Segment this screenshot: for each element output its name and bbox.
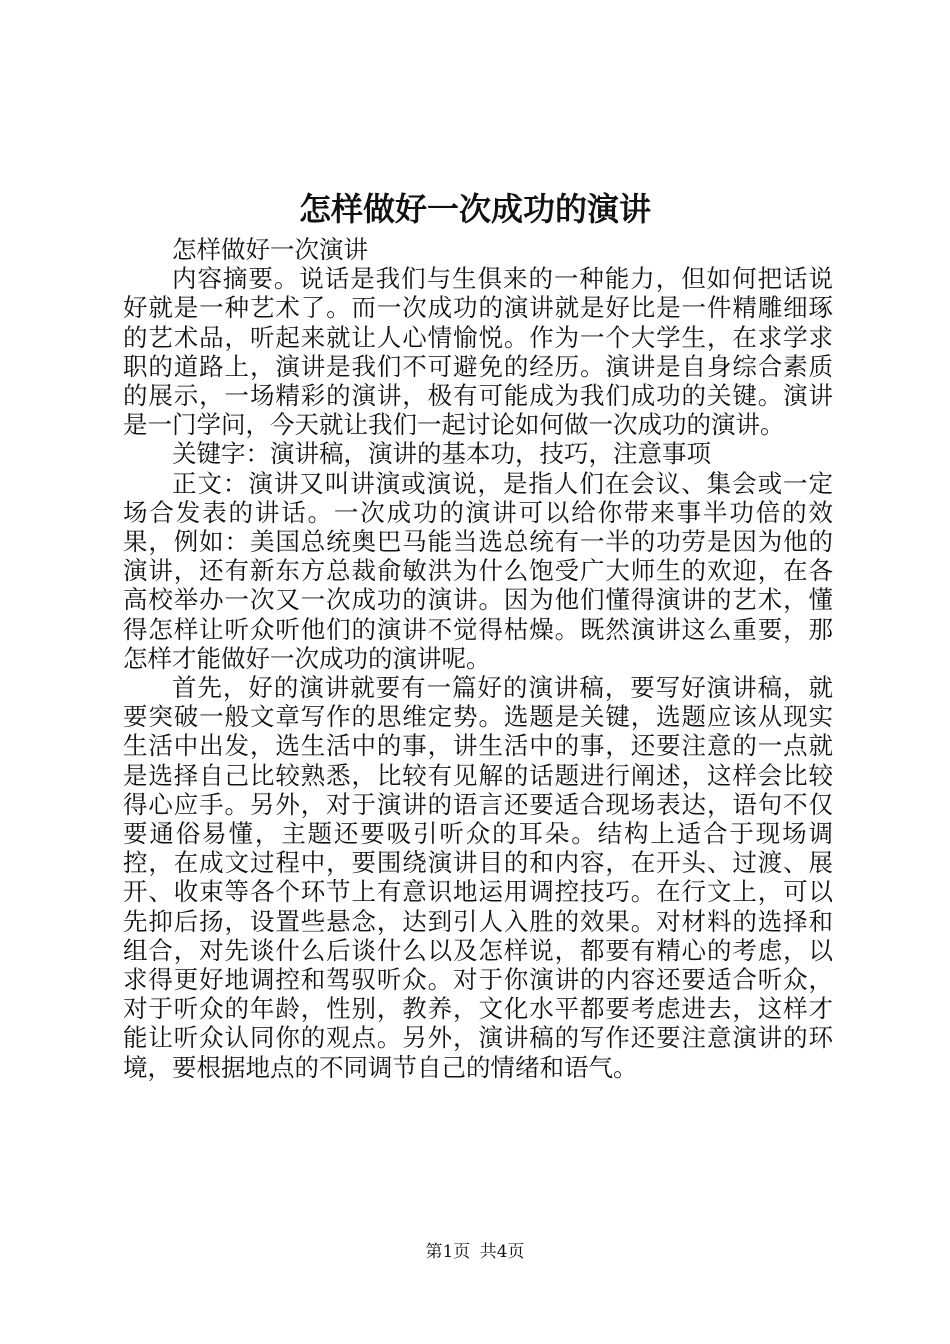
abstract-paragraph: 内容摘要。说话是我们与生俱来的一种能力，但如何把话说好就是一种艺术了。而一次成功的演讲就是好比是一件精雕细琢的艺术品，听起来就让人心情愉悦。作为一个大学生，在求学求职的道路上，演讲是我们不可避免的经历。演讲是自身综合素质的展示，一场精彩的演讲，极有可能成为我们成功的关键。演讲是一门学问，今天就让我们一起讨论如何做一次成功的演讲。: [123, 264, 833, 440]
body-paragraph-first: 首先，好的演讲就要有一篇好的演讲稿，要写好演讲稿，就要突破一般文章写作的思维定势。选题是关键，选题应该从现实生活中出发，选生活中的事，讲生活中的事，还要注意的一点就是选择自己比较熟悉，比较有见解的话题进行阐述，这样会比较得心应手。另外，对于演讲的语言还要适合现场表达，语句不仅要通俗易懂，主题还要吸引听众的耳朵。结构上适合于现场调控，在成文过程中，要围绕演讲目的和内容，在开头、过渡、展开、收束等各个环节上有意识地运用调控技巧。在行文上，可以先抑后扬，设置些悬念，达到引人入胜的效果。对材料的选择和组合，对先谈什么后谈什么以及怎样说，都要有精心的考虑，以求得更好地调控和驾驭听众。对于你演讲的内容还要适合听众，对于听众的年龄，性别，教养，文化水平都要考虑进去，这样才能让听众认同你的观点。另外，演讲稿的写作还要注意演讲的环境，要根据地点的不同调节自己的情绪和语气。: [123, 673, 833, 1082]
subtitle-paragraph: 怎样做好一次演讲: [172, 235, 368, 264]
page-number: 第1页: [425, 1242, 471, 1262]
page-total: 共4页: [479, 1242, 525, 1262]
page-footer: [0, 1240, 950, 1264]
body-paragraph-intro: 正文：演讲又叫讲演或演说，是指人们在会议、集会或一定场合发表的讲话。一次成功的演讲可以给你带来事半功倍的效果，例如：美国总统奥巴马能当选总统有一半的功劳是因为他的演讲，还有新东方总裁俞敏洪为什么饱受广大师生的欢迎，在各高校举办一次又一次成功的演讲。因为他们懂得演讲的艺术，懂得怎样让听众听他们的演讲不觉得枯燥。既然演讲这么重要，那怎样才能做好一次成功的演讲呢。: [123, 468, 833, 673]
document-body: [123, 235, 833, 1082]
keywords-paragraph: 关键字：演讲稿，演讲的基本功，技巧，注意事项: [172, 439, 711, 469]
document-title: 怎样做好一次成功的演讲: [298, 190, 651, 228]
